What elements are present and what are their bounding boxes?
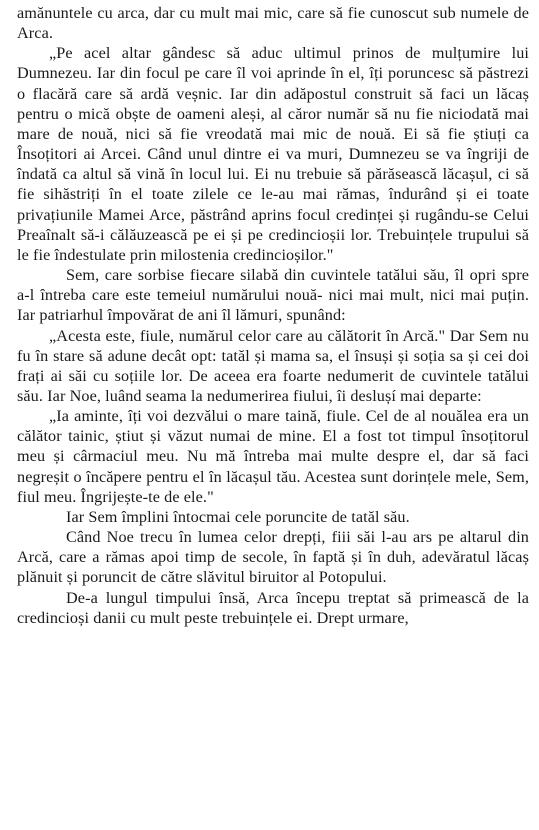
paragraph-4: „Acesta este, fiule, numărul celor care au călătorit în Arcă." Dar Sem nu fu în stare să adune decât opt: tatăl și mama sa, el însuși și soția sa și cei doi frați ai săi cu soțiile lor. De aceea era foarte nedumerit de cuvintele tatălui său. Iar Noe, luând seama la nedumerirea fiului, îi deslușí mai departe: bbox=[17, 326, 529, 405]
paragraph-5: „Ia aminte, îți voi dezvălui o mare taină, fiule. Cel de al nouălea era un călător tainic, știut și văzut numai de mine. El a fost tot timpul însoțitorul meu și cârmaciul meu. Nu mă întreba mai multe despre el, dar să faci negreșit o încăpere pentru el în lăcașul tău. Acestea sunt dorințele mele, Sem, fiul meu. Îngrijește-te de ele." bbox=[17, 407, 529, 506]
paragraph-6: Iar Sem împlini întocmai cele poruncite de tatăl său. bbox=[66, 507, 410, 526]
paragraph-2: „Pe acel altar gândesc să aduc ultimul prinos de mulțumire lui Dumnezeu. Iar din focul pe care îl voi aprinde în el, îți poruncesc să păstrezi o flacără care să ardă veșnic. Iar din adăpostul construit să faci un lăcaș pentru o mică obște de oameni aleși, al căror număr să nu fie niciodată mai mare de nouă, nici să fie vreodată mai mic de nouă. Ei să fie știuți ca Însoțitori ai Arcei. Când unul dintre ei va muri, Dumnezeu se va îngriji de îndată ca altul să vină în locul lui. Ei nu trebuie să părăsească lăcașul, ci să fie sihăstriți în el toate zilele ce le-au mai rămas, îndurând și ei toate privațiunile Mamei Arce, păstrând aprins focul credinței și rugându-se Celui Preaînalt să-i călăuzească pe ei și pe credincioșii lor. Trebuințele trupului să le fie îndestulate prin milostenia credincioșilor." bbox=[17, 44, 529, 264]
paragraph-1: amănuntele cu arca, dar cu mult mai mic, care să fie cunoscut sub numele de Arca. bbox=[17, 4, 529, 43]
paragraph-3: Sem, care sorbise fiecare silabă din cuvintele tatălui său, îl opri spre a-l întreba care este temeiul numărului nouă- nici mai mult, nici mai puțin. Iar patriarhul împovărat de ani îl lămuri, spunând: bbox=[17, 266, 529, 325]
paragraph-7: Când Noe trecu în lumea celor drepți, fiii săi l-au ars pe altarul din Arcă, care a rămas apoi timp de secole, în faptă și în duh, adevăratul lăcaș plănuit și poruncit de către slăvitul biruitor al Potopului. bbox=[17, 528, 529, 587]
paragraph-8: De-a lungul timpului însă, Arca începu treptat să primească de la credincioși danii cu mult peste trebuințele ei. Drept urmare, bbox=[17, 588, 529, 627]
book-page bbox=[17, 3, 529, 628]
